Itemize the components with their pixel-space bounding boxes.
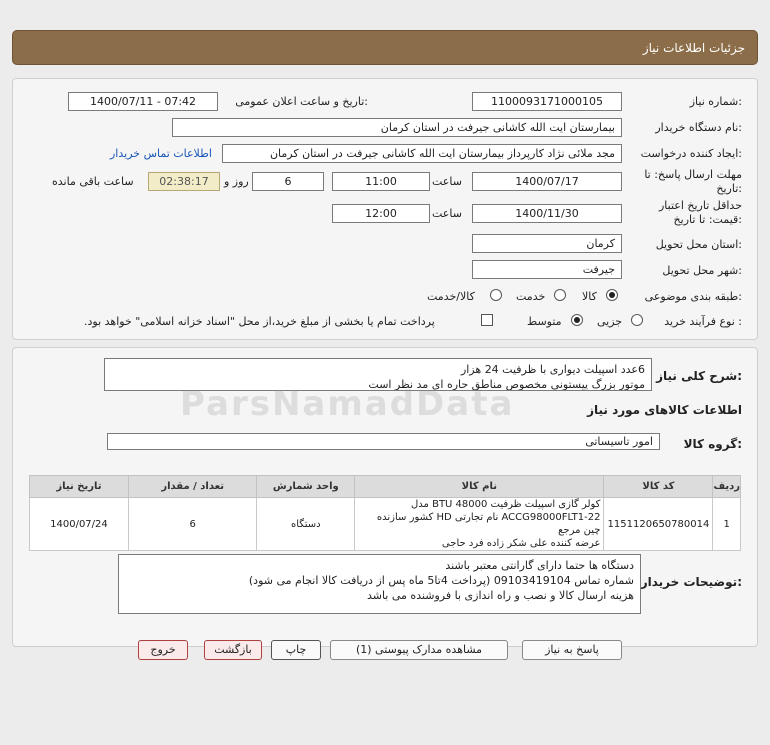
row-name-line-1: کولر گازی اسپیلت ظرفیت BTU 48000 مدل — [411, 499, 601, 510]
row-name-line-3: عرضه کننده علی شکر زاده فرد حاجی — [441, 538, 601, 549]
days-label: روز و — [224, 175, 249, 188]
buyer-notes-label: توضیحات خریدار: — [640, 575, 742, 589]
goods-table-header — [30, 476, 741, 498]
days-remaining-field: 6 — [252, 172, 324, 191]
process-option-medium: متوسط — [527, 315, 562, 328]
col-index: ردیف — [713, 476, 741, 498]
category-radio-goods[interactable] — [606, 289, 618, 301]
buyer-notes-textarea[interactable] — [118, 554, 641, 614]
category-option-goods: کالا — [582, 290, 597, 303]
province-field: کرمان — [472, 234, 622, 253]
category-radio-service[interactable] — [554, 289, 566, 301]
deadline-date-field: 1400/07/17 — [472, 172, 622, 191]
province-label: استان محل تحویل: — [655, 238, 742, 251]
buyer-org-field: بیمارستان ایت الله کاشانی جیرفت در استان کرمان — [172, 118, 622, 137]
notes-line-1: دستگاه ها حتما دارای گارانتی معتبر باشند — [445, 559, 634, 572]
announce-field: 1400/07/11 - 07:42 — [68, 92, 218, 111]
goods-table — [29, 475, 741, 551]
description-textarea[interactable] — [104, 358, 652, 391]
need-number-label: شماره نیاز: — [689, 95, 742, 108]
treasury-payment-checkbox[interactable] — [481, 314, 493, 326]
validity-time-label: ساعت — [432, 207, 462, 220]
validity-label-2: قیمت: تا تاریخ: — [673, 213, 742, 226]
validity-label: حداقل تاریخ اعتبار — [658, 199, 742, 212]
goods-section-title: اطلاعات کالاهای مورد نیاز — [587, 403, 742, 417]
process-option-minor: جزیی — [597, 315, 623, 328]
watermark-logo: ParsNamadData — [180, 384, 515, 424]
row-date: 1400/07/24 — [30, 498, 129, 551]
validity-time-field: 12:00 — [332, 204, 430, 223]
description-label: شرح کلی نیاز: — [656, 369, 742, 383]
city-field: جیرفت — [472, 260, 622, 279]
row-name-line-2: ACCG98000FLT1-22 نام تجارتی HD کشور سازنده چین مرجع — [376, 512, 601, 536]
page-title: جزئیات اطلاعات نیاز — [642, 41, 745, 55]
buyer-org-label: نام دستگاه خریدار: — [655, 121, 742, 134]
col-date: تاریخ نیاز — [30, 476, 129, 498]
page-header — [12, 30, 758, 65]
creator-field: مجد ملائی نژاد کارپرداز بیمارستان ایت الله کاشانی جیرفت در استان کرمان — [222, 144, 622, 163]
category-label: طبقه بندی موضوعی: — [644, 290, 742, 303]
validity-date-field: 1400/11/30 — [472, 204, 622, 223]
row-code: 1151120650780014 — [604, 498, 713, 551]
row-qty: 6 — [128, 498, 257, 551]
treasury-payment-note: پرداخت تمام یا بخشی از مبلغ خرید،از محل "اسناد خزانه اسلامی" خواهد بود. — [84, 315, 435, 328]
category-option-service: خدمت — [516, 290, 546, 303]
deadline-time-field: 11:00 — [332, 172, 430, 191]
buyer-contact-link[interactable]: اطلاعات تماس خریدار — [110, 147, 212, 160]
creator-label: ایجاد کننده درخواست: — [640, 147, 742, 160]
row-unit: دستگاه — [257, 498, 355, 551]
deadline-label: مهلت ارسال پاسخ: تا — [644, 168, 742, 181]
process-radio-medium[interactable] — [571, 314, 583, 326]
deadline-label-2: تاریخ: — [716, 182, 742, 195]
col-code: کد کالا — [604, 476, 713, 498]
view-attachments-button[interactable]: مشاهده مدارک پیوستی (1) — [330, 640, 508, 660]
back-button[interactable]: بازگشت — [204, 640, 262, 660]
reply-button[interactable]: پاسخ به نیاز — [522, 640, 622, 660]
print-button[interactable]: چاپ — [271, 640, 321, 660]
notes-line-3: هزینه ارسال کالا و نصب و راه اندازی با فروشنده می باشد — [366, 589, 634, 602]
goods-group-label: گروه کالا: — [683, 437, 742, 451]
process-radio-minor[interactable] — [631, 314, 643, 326]
table-row — [30, 498, 741, 551]
notes-line-2: شماره تماس 09103419104 (پرداخت 4تا5 ماه پس از دریافت کالا انجام می شود) — [248, 574, 634, 587]
col-name: نام کالا — [355, 476, 604, 498]
category-radio-both[interactable] — [490, 289, 502, 301]
col-unit: واحد شمارش — [257, 476, 355, 498]
deadline-time-label: ساعت — [432, 175, 462, 188]
city-label: شهر محل تحویل: — [662, 264, 742, 277]
exit-button[interactable]: خروج — [138, 640, 188, 660]
remaining-time-label: ساعت باقی مانده — [52, 175, 134, 188]
remaining-time-field: 02:38:17 — [148, 172, 220, 191]
process-label: نوع فرآیند خرید : — [664, 315, 742, 328]
need-number-field: 1100093171000105 — [472, 92, 622, 111]
col-qty: تعداد / مقدار — [128, 476, 257, 498]
row-name — [355, 498, 604, 551]
goods-group-field: امور تاسیساتی — [107, 433, 660, 450]
description-line-1: 6عدد اسپیلت دیواری با ظرفیت 24 هزار — [460, 363, 645, 376]
announce-label: تاریخ و ساعت اعلان عمومی: — [235, 95, 368, 108]
description-line-2: موتور بزرگ پیستونی مخصوص مناطق حاره ای مد نظر است — [368, 378, 645, 391]
row-index: 1 — [713, 498, 741, 551]
category-option-both: کالا/خدمت — [427, 290, 475, 303]
